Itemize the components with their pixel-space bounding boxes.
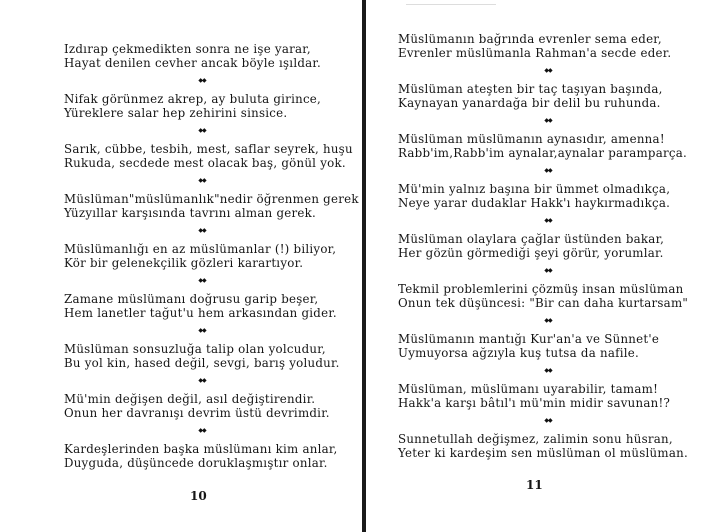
stanza-separator [398,110,698,132]
poem-stanza [398,182,698,210]
poem-line: Müslümanlığı en az müslümanlar (!) biliyor, [64,242,337,256]
diamond-ornament-icon: ◆◆ [544,117,552,124]
poem-line: Müslüman sonsuzluğa talip olan yolcudur, [64,342,326,356]
stanza-separator [398,160,698,182]
top-edge-line [406,4,496,5]
poem-line: Neye yarar dudaklar Hakk'ı haykırmadıkça. [398,196,671,210]
poem-line: Müslüman"müslümanlık"nedir öğrenmen gerek [64,192,359,206]
poem-line: Müslüman olaylara çağlar üstünden bakar, [398,232,665,246]
poem-stanza [64,342,340,370]
poem-line: Hakk'a karşı bâtıl'ı mü'min midir savunan!? [398,396,671,410]
stanza-separator [64,420,340,442]
poem-line: Müslüman ateşten bir taç taşıyan başında, [398,82,663,96]
poem-stanza [64,442,340,470]
poem-line: Uymuyorsa ağzıyla kuş tutsa da nafile. [398,346,640,360]
poem-stanza [64,392,340,420]
poem-line: Nifak görünmez akrep, ay buluta girince, [64,92,322,106]
poem-line: Kaynayan yanardağa bir delil bu ruhunda. [398,96,661,110]
stanza-separator [64,170,340,192]
stanza-separator [64,270,340,292]
poem-stanza [398,82,698,110]
poem-stanza [398,232,698,260]
poem-line: Hem lanetler tağut'u hem arkasından gider. [64,306,337,320]
poem-line: Evrenler müslümanla Rahman'a secde eder. [398,46,672,60]
stanza-separator [398,60,698,82]
diamond-ornament-icon: ◆◆ [198,427,206,434]
right-poem [398,32,698,460]
diamond-ornament-icon: ◆◆ [544,267,552,274]
stanza-separator [398,210,698,232]
poem-stanza [398,282,698,310]
poem-stanza [398,382,698,410]
poem-line: Mü'min yalnız başına bir ümmet olmadıkça, [398,182,671,196]
poem-line: Müslümanın bağrında evrenler sema eder, [398,32,662,46]
poem-line: Sunnetullah değişmez, zalimin sonu hüsran, [398,432,673,446]
poem-line: Mü'min değişen değil, asıl değiştirendir. [64,392,316,406]
page-number-left: 10 [190,489,207,503]
poem-stanza [64,242,340,270]
poem-line: Kardeşlerinden başka müslümanı kim anlar, [64,442,338,456]
diamond-ornament-icon: ◆◆ [544,217,552,224]
poem-line: Rabb'im,Rabb'im aynalar,aynalar paramparça. [398,146,688,160]
page-number-right: 11 [526,478,543,492]
poem-line: Sarık, cübbe, tesbih, mest, saflar seyrek, huşu [64,142,353,156]
stanza-separator [64,70,340,92]
diamond-ornament-icon: ◆◆ [198,127,206,134]
poem-line: Izdırap çekmedikten sonra ne işe yarar, [64,42,311,56]
poem-line: Kör bir gelenekçilik gözleri karartıyor. [64,256,304,270]
stanza-separator [64,320,340,342]
poem-line: Duyguda, düşüncede doruklaşmıştır onlar. [64,456,328,470]
diamond-ornament-icon: ◆◆ [544,367,552,374]
poem-line: Zamane müslümanı doğrusu garip beşer, [64,292,319,306]
poem-line: Tekmil problemlerini çözmüş insan müslüman [398,282,684,296]
poem-line: Hayat denilen cevher ancak böyle ışıldar. [64,56,322,70]
diamond-ornament-icon: ◆◆ [544,167,552,174]
stanza-separator [398,410,698,432]
poem-stanza [398,432,698,460]
diamond-ornament-icon: ◆◆ [544,317,552,324]
poem-line: Müslümanın mantığı Kur'an'a ve Sünnet'e [398,332,660,346]
poem-line: Yüzyıllar karşısında tavrını alman gerek. [64,206,317,220]
poem-line: Rukuda, secdede mest olacak baş, gönül yok. [64,156,346,170]
diamond-ornament-icon: ◆◆ [198,327,206,334]
stanza-separator [398,310,698,332]
poem-stanza [64,142,353,170]
stanza-separator [398,260,698,282]
stanza-separator [64,120,340,142]
poem-line: Yüreklere salar hep zehirini sinsice. [64,106,288,120]
poem-stanza [64,292,340,320]
poem-stanza [398,132,698,160]
diamond-ornament-icon: ◆◆ [198,277,206,284]
poem-line: Müslüman müslümanın aynasıdır, amenna! [398,132,665,146]
poem-line: Onun tek düşüncesi: "Bir can daha kurtarsam" [398,296,689,310]
diamond-ornament-icon: ◆◆ [198,77,206,84]
poem-stanza [398,32,698,60]
diamond-ornament-icon: ◆◆ [198,177,206,184]
poem-stanza [64,92,340,120]
poem-line: Her gözün görmediği şeyi görür, yorumlar. [398,246,664,260]
poem-line: Müslüman, müslümanı uyarabilir, tamam! [398,382,659,396]
poem-stanza [64,192,359,220]
diamond-ornament-icon: ◆◆ [198,377,206,384]
poem-line: Onun her davranışı devrim üstü devrimdir. [64,406,330,420]
right-page [366,0,710,532]
left-poem [64,42,359,470]
poem-stanza [398,332,698,360]
stanza-separator [398,360,698,382]
poem-line: Yeter ki kardeşim sen müslüman ol müslüman. [398,446,688,460]
poem-stanza [64,42,340,70]
poem-line: Bu yol kin, hased değil, sevgi, barış yoludur. [64,356,340,370]
stanza-separator [64,220,340,242]
diamond-ornament-icon: ◆◆ [198,227,206,234]
diamond-ornament-icon: ◆◆ [544,67,552,74]
stanza-separator [64,370,340,392]
diamond-ornament-icon: ◆◆ [544,417,552,424]
